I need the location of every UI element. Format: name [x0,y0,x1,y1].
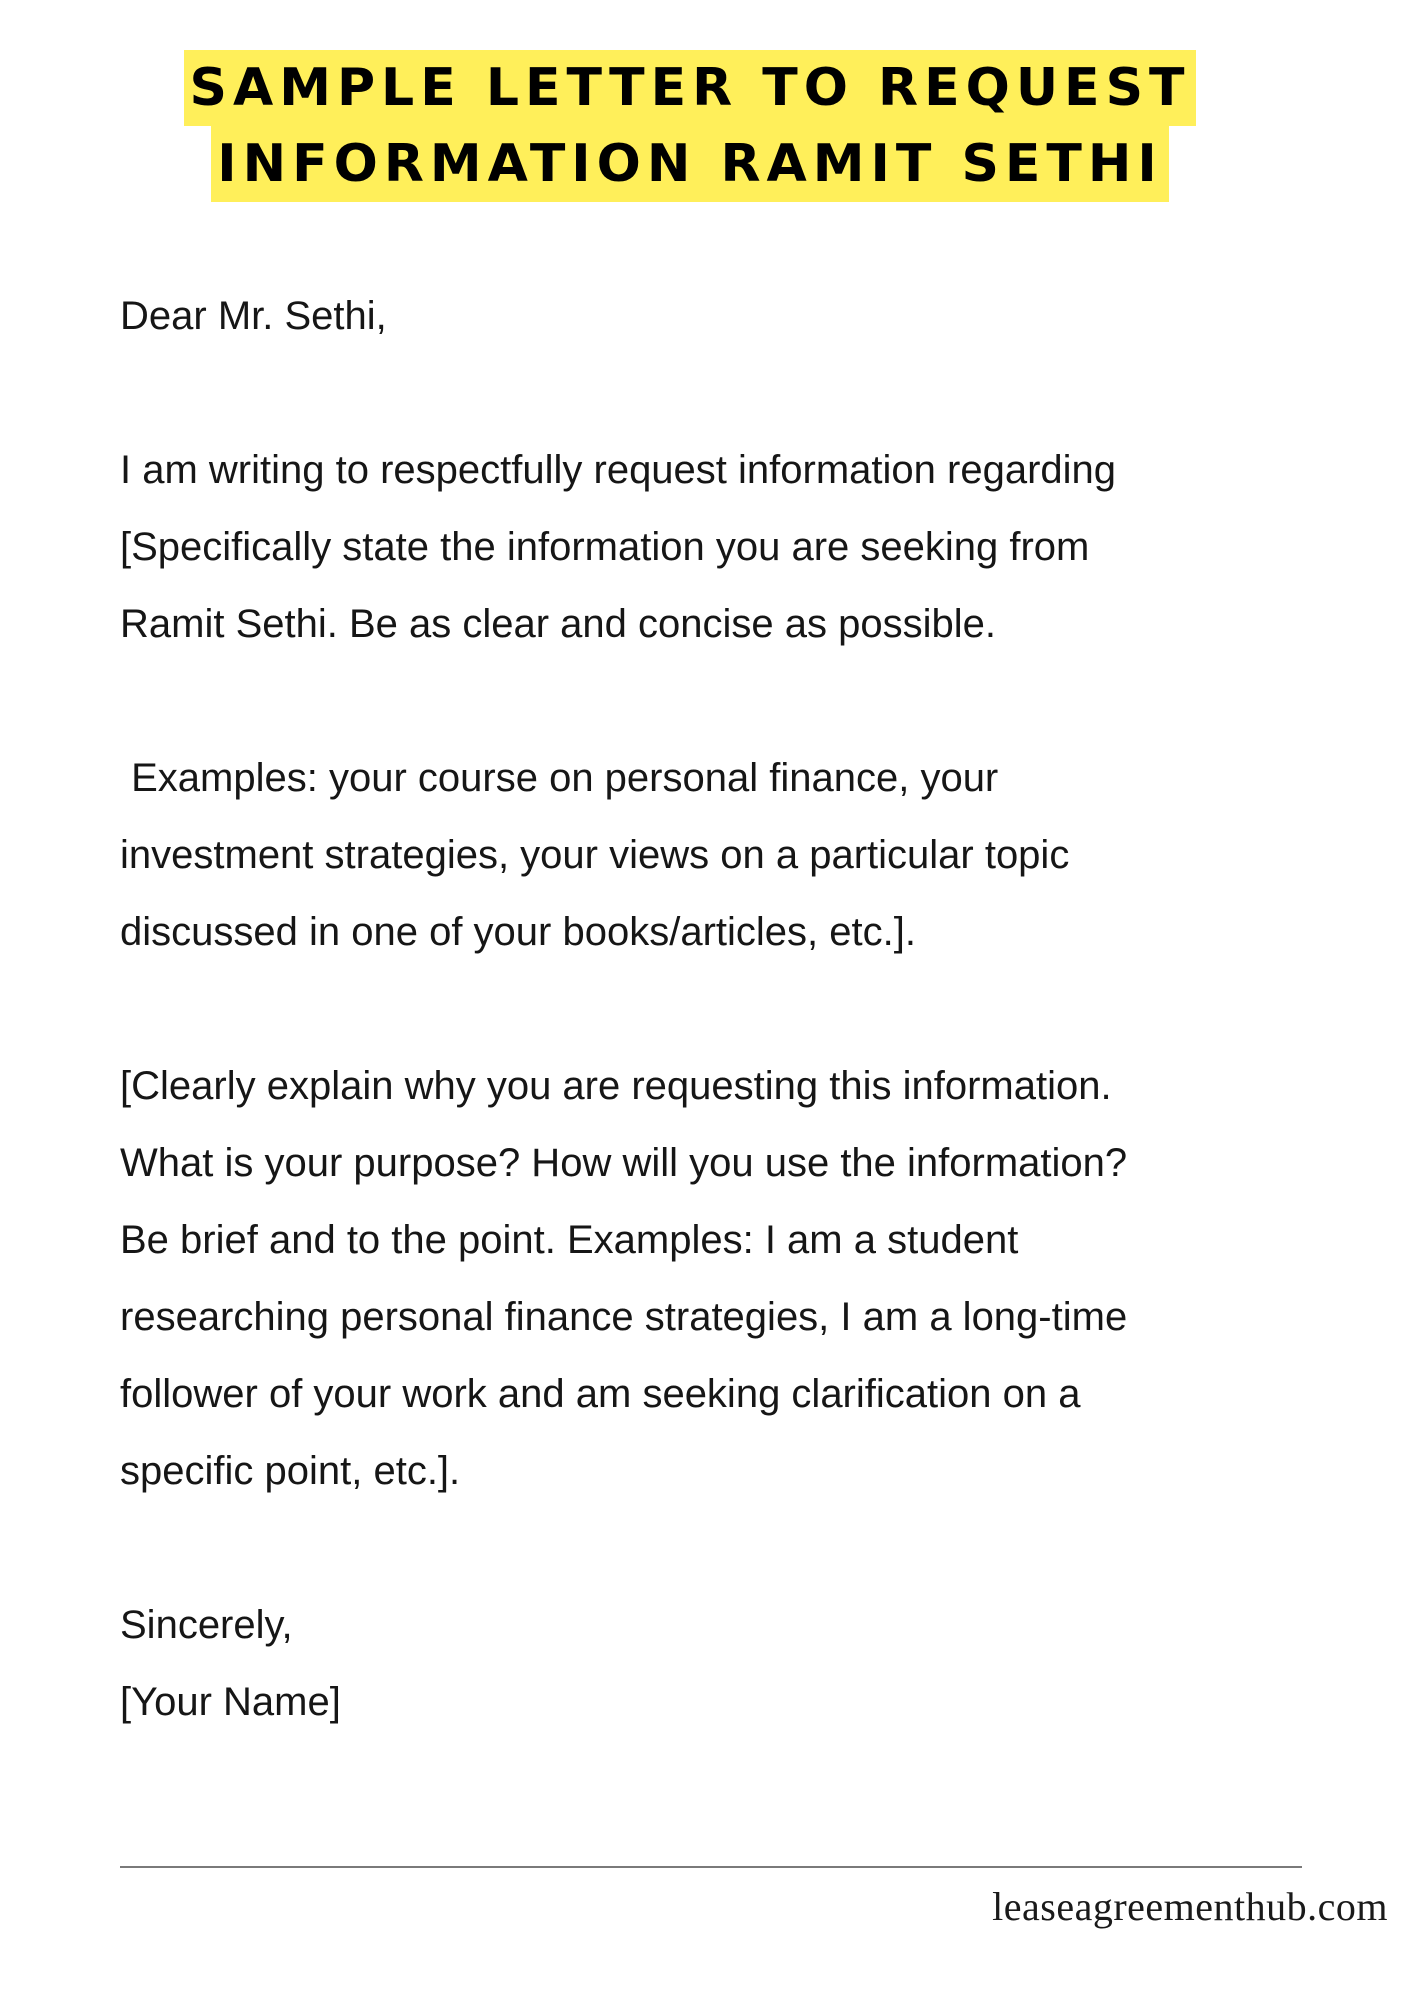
closing: Sincerely, [120,1603,293,1647]
paragraph-3-line-2: What is your purpose? How will you use the information? [120,1141,1128,1185]
paragraph-2-line-3: discussed in one of your books/articles, etc.]. [120,910,916,954]
paragraph-2-line-1: Examples: your course on personal finance, your [120,756,999,800]
paragraph-3-line-5: follower of your work and am seeking clarification on a [120,1372,1081,1416]
salutation: Dear Mr. Sethi, [120,294,387,338]
paragraph-spacer [120,663,1360,740]
paragraph-3-line-6: specific point, etc.]. [120,1449,461,1493]
footer-site-name: leaseagreementhub.com [992,1884,1388,1929]
paragraph-spacer [120,355,1360,432]
title-line-1: SAMPLE LETTER TO REQUEST [184,50,1197,126]
paragraph-1-line-3: Ramit Sethi. Be as clear and concise as possible. [120,602,996,646]
paragraph-spacer [120,1510,1360,1587]
page-title [0,50,1380,202]
paragraph-3-line-1: [Clearly explain why you are requesting this information. [120,1064,1112,1108]
letter-body [120,278,1360,1741]
paragraph-2-line-2: investment strategies, your views on a particular topic [120,833,1070,877]
paragraph-spacer [120,971,1360,1048]
paragraph-1-line-1: I am writing to respectfully request information regarding [120,448,1117,492]
footer-divider [120,1866,1302,1868]
paragraph-1-line-2: [Specifically state the information you are seeking from [120,525,1090,569]
title-line-2: INFORMATION RAMIT SETHI [211,126,1169,202]
paragraph-3-line-4: researching personal finance strategies, I am a long-time [120,1295,1128,1339]
paragraph-3-line-3: Be brief and to the point. Examples: I am a student [120,1218,1019,1262]
signature-placeholder: [Your Name] [120,1680,341,1724]
